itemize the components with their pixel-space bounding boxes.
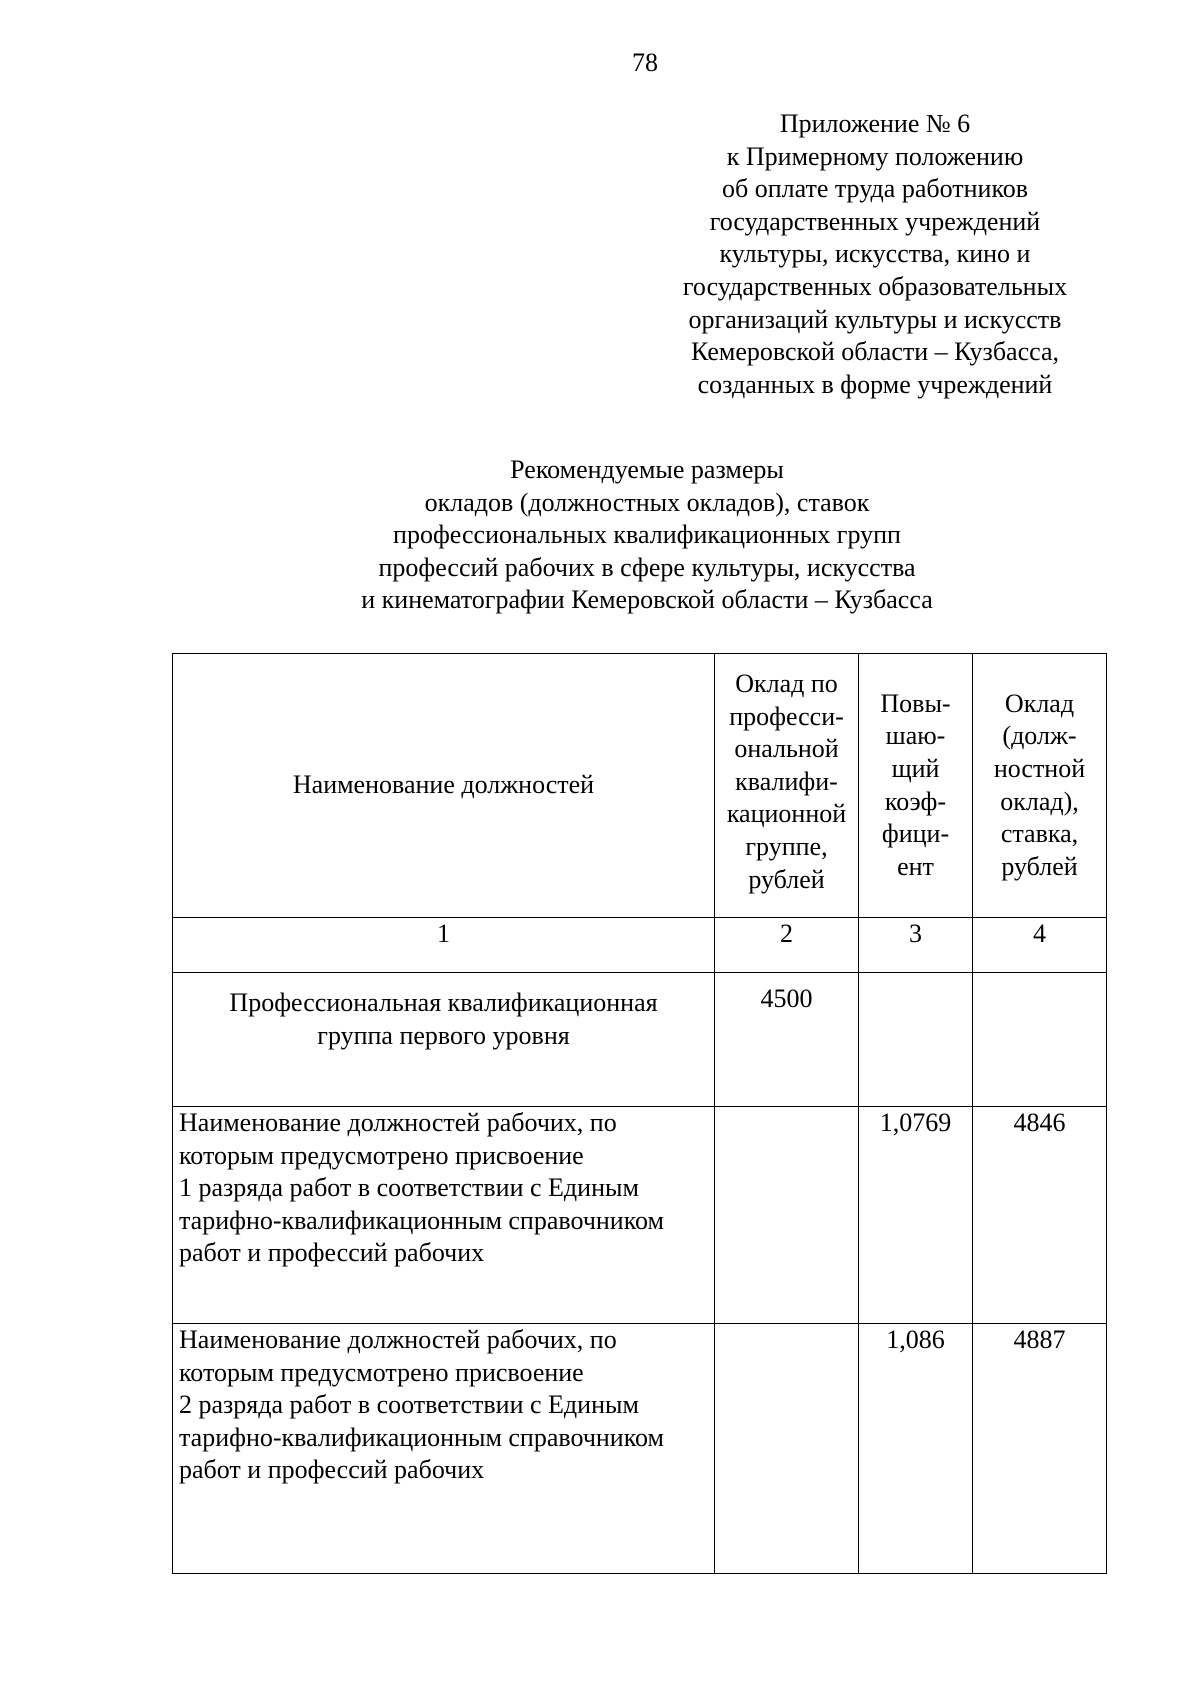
group-rate: [973, 973, 1107, 1107]
appendix-line: государственных учреждений: [709, 206, 1041, 236]
header-line: шаю-: [885, 721, 946, 751]
position-name-line: тарифно-квалификационным справочником: [179, 1205, 664, 1235]
column-number: 1: [173, 918, 715, 973]
title-line: Рекомендуемые размеры: [510, 455, 784, 484]
header-group-salary: [715, 654, 859, 918]
header-rate: [973, 654, 1107, 918]
title-line: профессиональных квалификационных групп: [393, 520, 901, 550]
position-name-line: Наименование должностей рабочих, по: [179, 1325, 617, 1354]
header-line: ональной: [734, 734, 839, 764]
header-line: щий: [891, 753, 940, 783]
position-name-line: 1 разряда работ в соответствии с Единым: [179, 1173, 639, 1203]
header-line: Повы-: [880, 688, 951, 718]
title-line: профессий рабочих в сфере культуры, искусства: [378, 552, 916, 582]
group-coefficient: [859, 973, 973, 1107]
header-line: фици-: [881, 819, 950, 849]
position-name: [173, 1107, 715, 1324]
header-position-name: Наименование должностей: [173, 654, 715, 918]
header-line: рублей: [748, 864, 825, 894]
header-line: квалифи-: [735, 766, 838, 796]
header-line: (долж-: [1002, 721, 1077, 751]
appendix-line: Кемеровской области – Кузбасса,: [690, 337, 1060, 367]
header-line: кационной: [726, 799, 847, 829]
table-row: [173, 1107, 1107, 1324]
appendix-line: об оплате труда работников: [721, 174, 1029, 204]
page-number: 78: [632, 48, 658, 77]
group-name: [173, 973, 715, 1107]
position-name-line: которым предусмотрено присвоение: [179, 1357, 584, 1387]
position-name-line: работ и профессий рабочих: [179, 1455, 485, 1485]
appendix-line: созданных в форме учреждений: [697, 369, 1053, 399]
position-coefficient: 1,086: [859, 1324, 973, 1574]
appendix-line: культуры, искусства, кино и: [719, 239, 1031, 269]
position-salary: [715, 1107, 859, 1324]
position-name-line: которым предусмотрено присвоение: [179, 1140, 584, 1170]
table-header-row: [173, 654, 1107, 918]
appendix-header: [640, 108, 1110, 401]
position-name-line: тарифно-квалификационным справочником: [179, 1422, 664, 1452]
position-name: [173, 1324, 715, 1574]
header-line: Оклад по: [735, 669, 838, 698]
header-line: группе,: [745, 831, 828, 861]
position-name-line: работ и профессий рабочих: [179, 1238, 485, 1268]
column-number: 4: [973, 918, 1107, 973]
position-salary: [715, 1324, 859, 1574]
table-row: [173, 1324, 1107, 1574]
position-coefficient: 1,0769: [859, 1107, 973, 1324]
header-coefficient: [859, 654, 973, 918]
appendix-line: Приложение № 6: [779, 109, 971, 138]
appendix-line: к Примерному положению: [726, 141, 1024, 171]
position-name-line: Наименование должностей рабочих, по: [179, 1108, 617, 1137]
header-line: Оклад: [1004, 688, 1075, 718]
header-line: професси-: [729, 701, 844, 731]
appendix-line: государственных образовательных: [682, 271, 1068, 301]
group-name-line: группа первого уровня: [317, 1020, 570, 1050]
appendix-line: организаций культуры и искусств: [688, 304, 1062, 334]
column-number: 3: [859, 918, 973, 973]
position-rate: 4887: [973, 1324, 1107, 1574]
group-row: [173, 973, 1107, 1107]
position-rate: 4846: [973, 1107, 1107, 1324]
salary-rates-table: [172, 653, 1107, 1574]
column-number-row: [173, 918, 1107, 973]
header-line: ставка,: [1000, 819, 1079, 849]
header-line: рублей: [1001, 851, 1078, 881]
header-line: коэф-: [884, 786, 947, 816]
header-line: ностной: [993, 753, 1086, 783]
position-name-line: 2 разряда работ в соответствии с Единым: [179, 1390, 639, 1420]
group-salary: 4500: [715, 973, 859, 1107]
group-name-line: Профессиональная квалификационная: [229, 988, 658, 1017]
column-number: 2: [715, 918, 859, 973]
title-line: и кинематографии Кемеровской области – Кузбасса: [361, 585, 933, 615]
header-line: ент: [897, 851, 934, 881]
document-title: [282, 454, 1012, 617]
header-line: оклад),: [1000, 786, 1079, 816]
title-line: окладов (должностных окладов), ставок: [424, 487, 870, 517]
